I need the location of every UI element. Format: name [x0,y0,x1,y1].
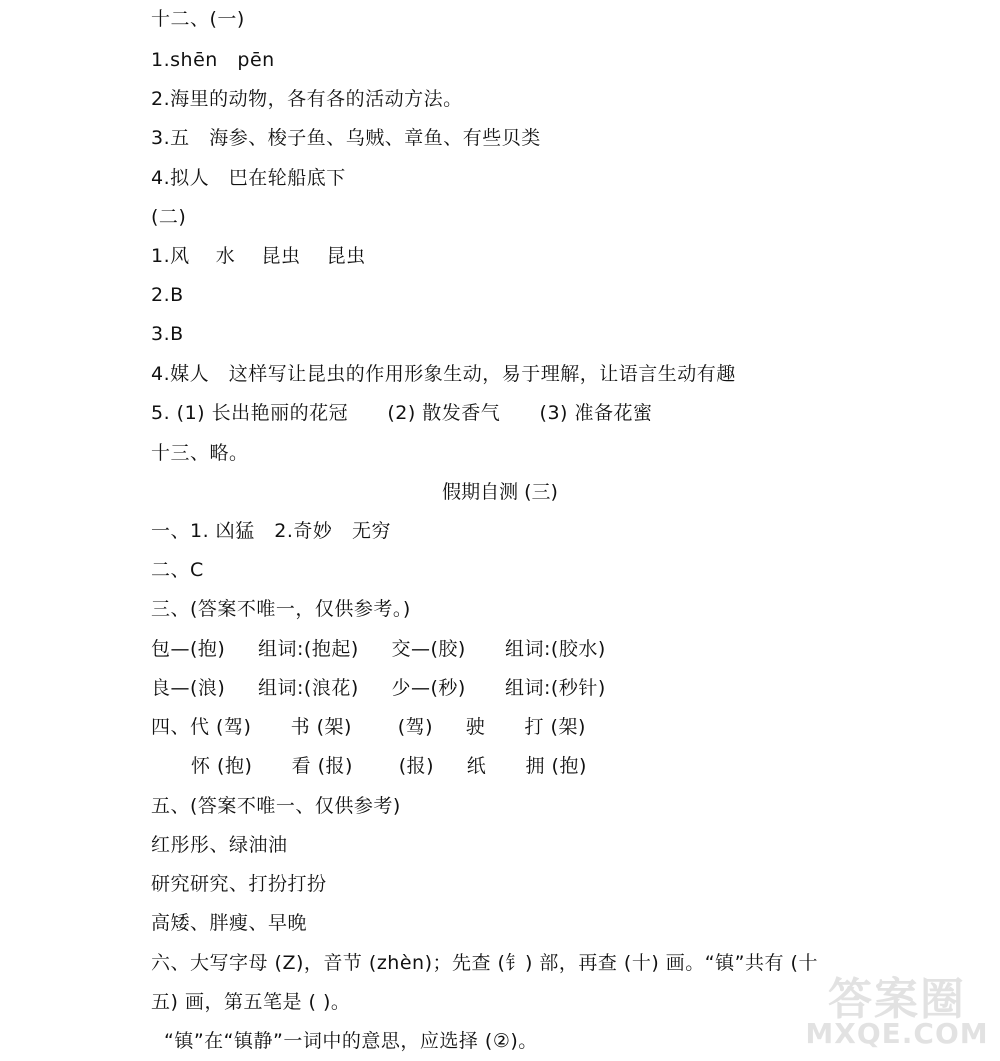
answer-line: 五、(答案不唯一、仅供参考) [151,795,401,817]
answer-line: 4.拟人 巴在轮船底下 [151,167,346,189]
section-12-part-1-heading: 十二、(一) [151,8,245,30]
answer-line: 三、(答案不唯一，仅供参考。) [151,598,411,620]
answer-line: 2.B [151,284,184,306]
answer-line: 怀 (抱) 看 (报) (报) 纸 拥 (抱) [191,755,587,777]
watermark-logo [802,963,992,1055]
section-12-part-2-heading: (二) [151,206,187,228]
answer-line: 高矮、胖瘦、早晚 [151,912,308,934]
answer-line: 3.B [151,323,184,345]
answer-line: 5. (1) 长出艳丽的花冠 (2) 散发香气 (3) 准备花蜜 [151,402,653,424]
answer-line: 1.shēn pēn [151,49,275,71]
answer-line: 研究研究、打扮打扮 [151,873,327,895]
answer-line: 四、代 (驾) 书 (架) (驾) 驶 打 (架) [151,716,586,738]
answer-line: 1.风 水 昆虫 昆虫 [151,245,366,267]
answer-line: 红彤彤、绿油油 [151,834,288,856]
answer-line: “镇”在“镇静”一词中的意思，应选择 (②)。 [164,1030,538,1052]
answer-line: 二、C [151,559,204,581]
answer-line: 良—(浪) 组词:(浪花) 少—(秒) 组词:(秒针) [151,677,606,699]
answer-line: 六、大写字母 (Z)，音节 (zhèn)；先查 (钅) 部，再查 (十) 画。“镇”共有 (十 [151,952,818,974]
answer-line: 一、1. 凶猛 2.奇妙 无穷 [151,520,392,542]
answer-line: 3.五 海参、梭子鱼、乌贼、章鱼、有些贝类 [151,127,541,149]
page-title: 假期自测 (三) [442,481,558,503]
answer-line: 五) 画，第五笔是 ( )。 [151,991,351,1013]
answer-line: 4.媒人 这样写让昆虫的作用形象生动，易于理解，让语言生动有趣 [151,363,736,385]
watermark-bottom-text: MXQE.COM [805,1017,989,1050]
answer-line: 包—(抱) 组词:(抱起) 交—(胶) 组词:(胶水) [151,638,606,660]
answer-line: 2.海里的动物，各有各的活动方法。 [151,88,463,110]
section-13-heading: 十三、略。 [151,442,249,464]
watermark-top-text: 答案圈 [828,974,966,1025]
